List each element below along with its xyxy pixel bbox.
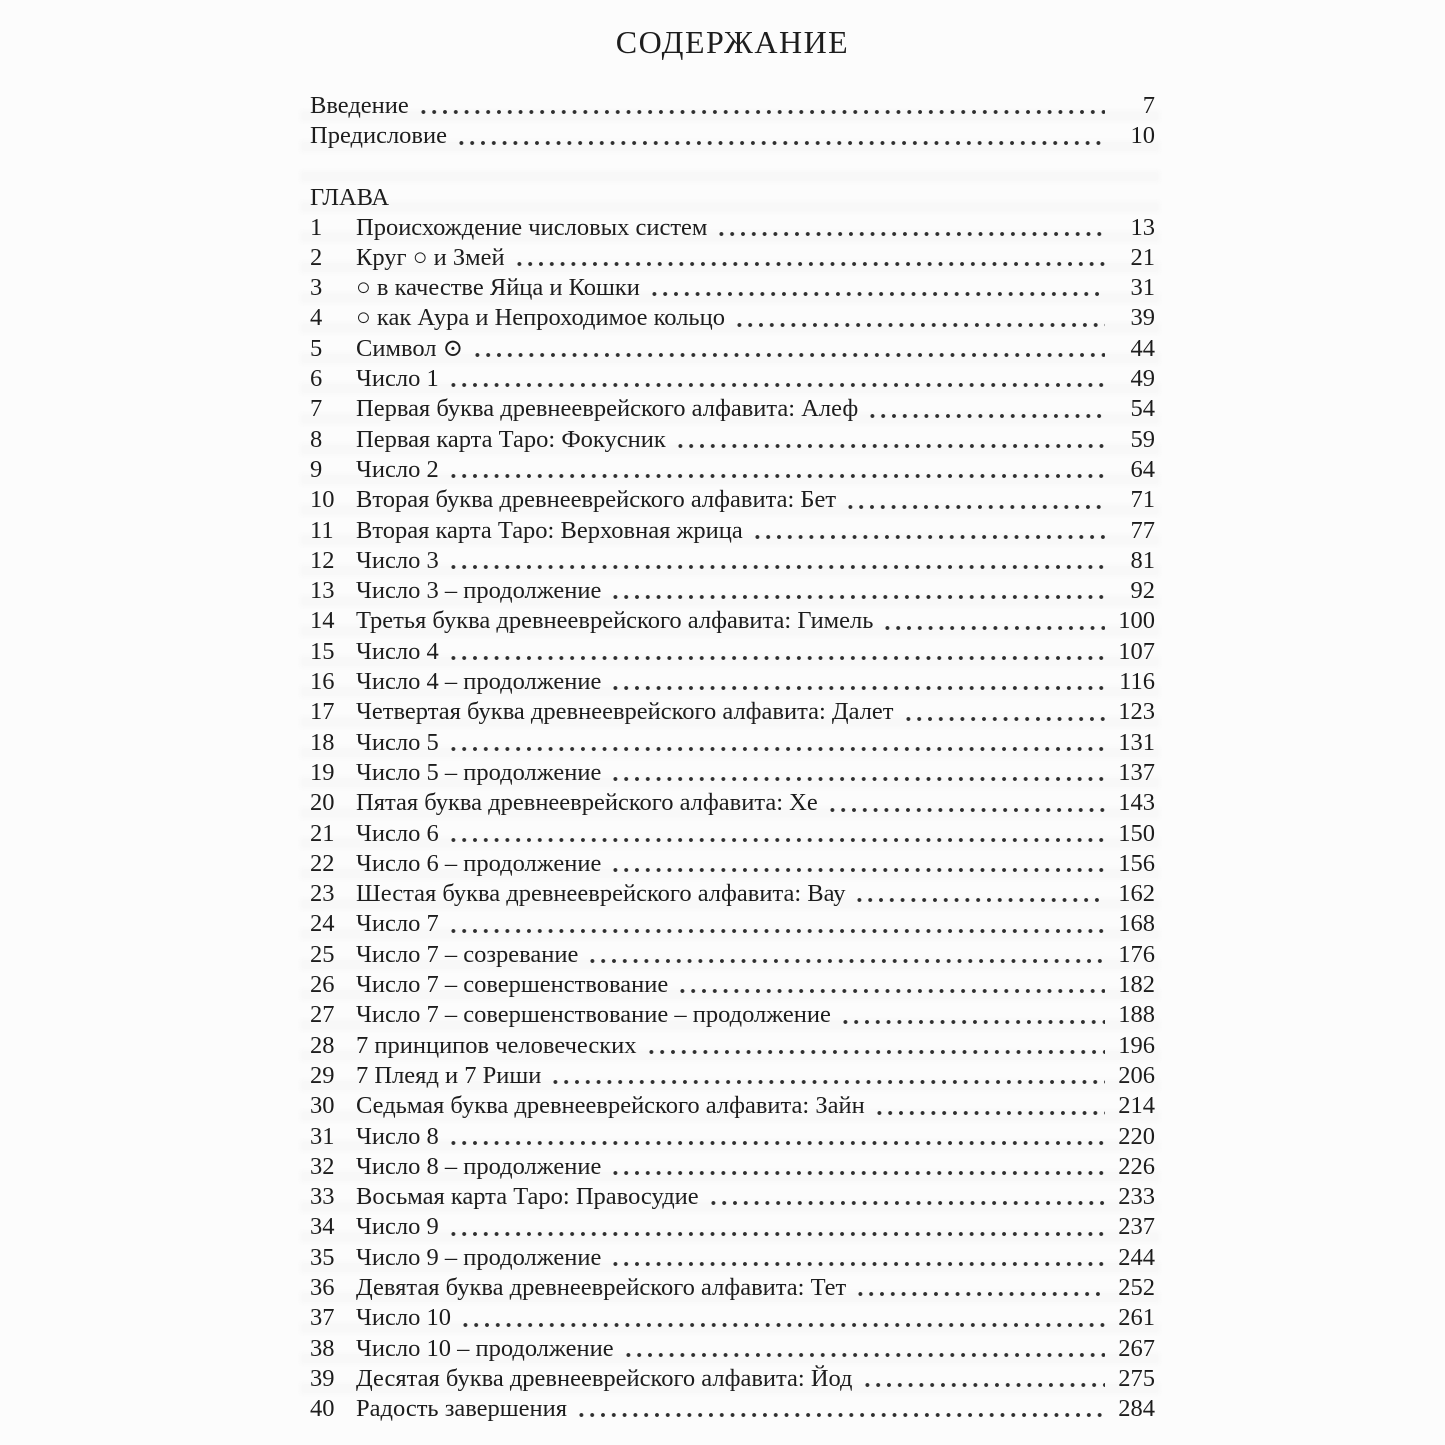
page-number: 196 (1118, 1031, 1155, 1059)
page-number: 107 (1118, 637, 1155, 665)
chapter-number: 11 (310, 516, 334, 544)
page-number: 162 (1118, 880, 1155, 908)
chapter-title: 7 принципов человеческих (356, 1031, 637, 1059)
dot-leader (610, 1152, 1105, 1182)
toc-row (310, 1243, 1155, 1273)
dot-leader (903, 697, 1105, 727)
toc-row (310, 334, 1155, 364)
toc-row (310, 849, 1155, 879)
toc-row (310, 940, 1155, 970)
chapter-number: 1 (310, 213, 323, 241)
chapter-title: Число 8 – продолжение (356, 1152, 602, 1180)
toc-row (310, 1031, 1155, 1061)
toc-row (310, 1273, 1155, 1303)
toc-row (310, 394, 1155, 424)
dot-leader (610, 576, 1105, 606)
page-number: 39 (1130, 304, 1155, 332)
page-number: 49 (1130, 365, 1155, 393)
chapter-title: Число 9 (356, 1213, 439, 1241)
dot-leader (646, 1031, 1105, 1061)
chapter-title: Вторая карта Таро: Верховная жрица (356, 516, 743, 544)
chapter-title: Происхождение числовых систем (356, 213, 708, 241)
page-number: 226 (1118, 1152, 1155, 1180)
toc-row (310, 455, 1155, 485)
page-number: 244 (1118, 1243, 1155, 1271)
chapter-title: Число 6 – продолжение (356, 849, 602, 877)
toc-row (310, 970, 1155, 1000)
page-number: 13 (1130, 213, 1155, 241)
chapter-title: Круг ○ и Змей (356, 243, 505, 271)
page-number: 206 (1118, 1061, 1155, 1089)
dot-leader (448, 1122, 1105, 1152)
chapter-number: 20 (310, 789, 335, 817)
page-number: 54 (1130, 395, 1155, 423)
page-number: 143 (1118, 789, 1155, 817)
chapter-title: ○ как Аура и Непроходимое кольцо (356, 304, 725, 332)
chapter-number: 12 (310, 546, 335, 574)
toc-row (310, 1303, 1155, 1333)
chapter-title: Число 3 – продолжение (356, 577, 602, 605)
chapter-title: Первая буква древнееврейского алфавита: Алеф (356, 395, 859, 423)
entry-title: Предисловие (310, 122, 447, 150)
dot-leader (855, 1273, 1105, 1303)
chapter-title: Десятая буква древнееврейского алфавита: Йод (356, 1364, 853, 1392)
page-number: 214 (1118, 1092, 1155, 1120)
toc-row (310, 576, 1155, 606)
toc-content (310, 24, 1155, 1424)
dot-leader (840, 1000, 1105, 1030)
dot-leader (874, 1091, 1105, 1121)
dot-leader (460, 1303, 1105, 1333)
page-number: 71 (1130, 486, 1155, 514)
toc-row (310, 243, 1155, 273)
chapter-title: Шестая буква древнееврейского алфавита: Вау (356, 880, 846, 908)
toc-row (310, 1364, 1155, 1394)
chapter-number: 3 (310, 274, 323, 302)
page-number: 131 (1118, 728, 1155, 756)
chapter-number: 15 (310, 637, 335, 665)
page-number: 176 (1118, 940, 1155, 968)
chapter-number: 34 (310, 1213, 335, 1241)
dot-leader (448, 728, 1105, 758)
chapter-number: 13 (310, 577, 335, 605)
chapter-number: 33 (310, 1183, 335, 1211)
chapter-title: Восьмая карта Таро: Правосудие (356, 1183, 699, 1211)
chapter-number: 25 (310, 940, 335, 968)
chapter-number: 4 (310, 304, 323, 332)
dot-leader (610, 758, 1105, 788)
dot-leader (448, 364, 1105, 394)
chapter-title: Число 2 (356, 455, 439, 483)
toc-row (310, 879, 1155, 909)
chapter-number: 24 (310, 910, 335, 938)
chapter-title: Первая карта Таро: Фокусник (356, 425, 666, 453)
chapter-number: 28 (310, 1031, 335, 1059)
dot-leader (882, 606, 1105, 636)
chapter-title: Число 7 – созревание (356, 940, 579, 968)
dot-leader (708, 1182, 1105, 1212)
dot-leader (456, 121, 1105, 151)
chapter-number: 39 (310, 1364, 335, 1392)
intro-list (310, 91, 1155, 152)
dot-leader (845, 485, 1105, 515)
dot-leader (854, 879, 1105, 909)
page-number: 10 (1130, 122, 1155, 150)
chapter-number: 8 (310, 425, 323, 453)
page-number: 64 (1130, 455, 1155, 483)
chapter-title: Радость завершения (356, 1395, 568, 1423)
chapter-number: 30 (310, 1092, 335, 1120)
toc-row (310, 546, 1155, 576)
toc-row (310, 516, 1155, 546)
chapter-list (310, 213, 1155, 1425)
chapter-number: 35 (310, 1243, 335, 1271)
toc-row (310, 1152, 1155, 1182)
page-number: 237 (1118, 1213, 1155, 1241)
dot-leader (587, 940, 1105, 970)
dot-leader (472, 334, 1105, 364)
chapter-number: 14 (310, 607, 335, 635)
page-number: 252 (1118, 1273, 1155, 1301)
page-number: 168 (1118, 910, 1155, 938)
dot-leader (448, 1212, 1105, 1242)
chapter-number: 40 (310, 1395, 335, 1423)
dot-leader (448, 455, 1105, 485)
toc-row (310, 909, 1155, 939)
dot-leader (649, 273, 1105, 303)
entry-title: Введение (310, 92, 409, 119)
dot-leader (610, 667, 1105, 697)
page-number: 59 (1130, 425, 1155, 453)
page-number: 220 (1118, 1122, 1155, 1150)
chapter-title: Число 10 (356, 1304, 452, 1332)
page-number: 275 (1118, 1364, 1155, 1392)
toc-row (310, 1091, 1155, 1121)
toc-row (310, 728, 1155, 758)
toc-row (310, 1122, 1155, 1152)
chapter-title: Число 7 – совершенствование – продолжение (356, 1001, 831, 1029)
chapter-title: Седьмая буква древнееврейского алфавита: Зайн (356, 1092, 865, 1120)
page-number: 100 (1118, 607, 1155, 635)
dot-leader (716, 213, 1105, 243)
chapter-title: Девятая буква древнееврейского алфавита: Тет (356, 1273, 847, 1301)
chapter-number: 37 (310, 1304, 335, 1332)
chapter-number: 5 (310, 334, 323, 362)
chapter-number: 19 (310, 758, 335, 786)
chapter-number: 27 (310, 1001, 335, 1029)
chapter-title: Вторая буква древнееврейского алфавита: Бет (356, 486, 837, 514)
page-number: 284 (1118, 1395, 1155, 1423)
dot-leader (448, 637, 1105, 667)
chapter-title: Число 9 – продолжение (356, 1243, 602, 1271)
toc-row (310, 1000, 1155, 1030)
toc-row (310, 637, 1155, 667)
chapter-title: Число 10 – продолжение (356, 1334, 614, 1362)
toc-row (310, 788, 1155, 818)
chapter-number: 10 (310, 486, 335, 514)
page-number: 44 (1130, 334, 1155, 362)
page-number: 267 (1118, 1334, 1155, 1362)
dot-leader (677, 970, 1105, 1000)
toc-row (310, 273, 1155, 303)
page-number: 21 (1130, 243, 1155, 271)
dot-leader (675, 425, 1105, 455)
chapter-number: 2 (310, 243, 323, 271)
chapter-title: Символ ⊙ (356, 334, 464, 362)
dot-leader (827, 788, 1105, 818)
chapter-number: 9 (310, 455, 323, 483)
toc-row (310, 667, 1155, 697)
dot-leader (610, 1243, 1105, 1273)
chapter-number: 22 (310, 849, 335, 877)
chapter-title: Число 5 – продолжение (356, 758, 602, 786)
page-title: СОДЕРЖАНИЕ (615, 24, 850, 60)
toc-row (310, 606, 1155, 636)
dot-leader (550, 1061, 1105, 1091)
page-number: 182 (1118, 971, 1155, 999)
toc-row (310, 758, 1155, 788)
toc-row (310, 91, 1155, 121)
dot-leader (448, 909, 1105, 939)
page-number: 261 (1118, 1304, 1155, 1332)
chapter-number: 21 (310, 819, 335, 847)
dot-leader (610, 849, 1105, 879)
chapter-number: 23 (310, 880, 335, 908)
chapter-number: 29 (310, 1061, 335, 1089)
chapter-title: Число 6 (356, 819, 439, 847)
chapter-number: 6 (310, 365, 323, 393)
chapter-title: Третья буква древнееврейского алфавита: Гимель (356, 607, 874, 635)
chapters-heading: ГЛАВА (310, 183, 390, 211)
toc-row (310, 485, 1155, 515)
chapter-title: Число 1 (356, 365, 439, 393)
page-number: 233 (1118, 1183, 1155, 1211)
chapter-title: ○ в качестве Яйца и Кошки (356, 274, 640, 302)
chapter-title: Число 3 (356, 546, 439, 574)
chapter-title: Число 4 – продолжение (356, 668, 602, 696)
page-number: 81 (1130, 546, 1155, 574)
dot-leader (448, 546, 1105, 576)
chapter-number: 18 (310, 728, 335, 756)
chapter-number: 7 (310, 395, 323, 423)
page-number: 7 (1142, 92, 1155, 119)
toc-row (310, 303, 1155, 333)
chapter-title: Число 7 (356, 910, 439, 938)
page-number: 156 (1118, 849, 1155, 877)
page-number: 137 (1118, 758, 1155, 786)
chapter-number: 17 (310, 698, 335, 726)
dot-leader (418, 91, 1105, 121)
chapter-title: Четвертая буква древнееврейского алфавита: Далет (356, 698, 894, 726)
page-number: 116 (1119, 668, 1155, 696)
page-number: 77 (1130, 516, 1155, 544)
toc-row (310, 1334, 1155, 1364)
chapter-number: 38 (310, 1334, 335, 1362)
toc-row (310, 819, 1155, 849)
chapter-number: 36 (310, 1273, 335, 1301)
page-number: 123 (1118, 698, 1155, 726)
chapter-title: 7 Плеяд и 7 Риши (356, 1061, 542, 1089)
toc-row (310, 213, 1155, 243)
toc-row (310, 364, 1155, 394)
chapter-number: 16 (310, 668, 335, 696)
chapter-title: Пятая буква древнееврейского алфавита: Хе (356, 789, 818, 817)
toc-row (310, 1212, 1155, 1242)
toc-row (310, 1061, 1155, 1091)
dot-leader (514, 243, 1105, 273)
chapter-title: Число 7 – совершенствование (356, 971, 669, 999)
chapter-title: Число 5 (356, 728, 439, 756)
chapter-title: Число 4 (356, 637, 439, 665)
toc-row (310, 121, 1155, 151)
dot-leader (734, 303, 1105, 333)
page-number: 92 (1130, 577, 1155, 605)
page-number: 31 (1130, 274, 1155, 302)
dot-leader (867, 394, 1105, 424)
dot-leader (862, 1364, 1105, 1394)
chapter-number: 32 (310, 1152, 335, 1180)
toc-row (310, 1182, 1155, 1212)
dot-leader (448, 819, 1105, 849)
chapter-title: Число 8 (356, 1122, 439, 1150)
page-number: 188 (1118, 1001, 1155, 1029)
chapter-number: 26 (310, 971, 335, 999)
dot-leader (623, 1334, 1105, 1364)
toc-row (310, 1394, 1155, 1424)
page-number: 150 (1118, 819, 1155, 847)
toc-row (310, 697, 1155, 727)
chapter-number: 31 (310, 1122, 335, 1150)
dot-leader (576, 1394, 1105, 1424)
dot-leader (752, 516, 1105, 546)
toc-row (310, 425, 1155, 455)
